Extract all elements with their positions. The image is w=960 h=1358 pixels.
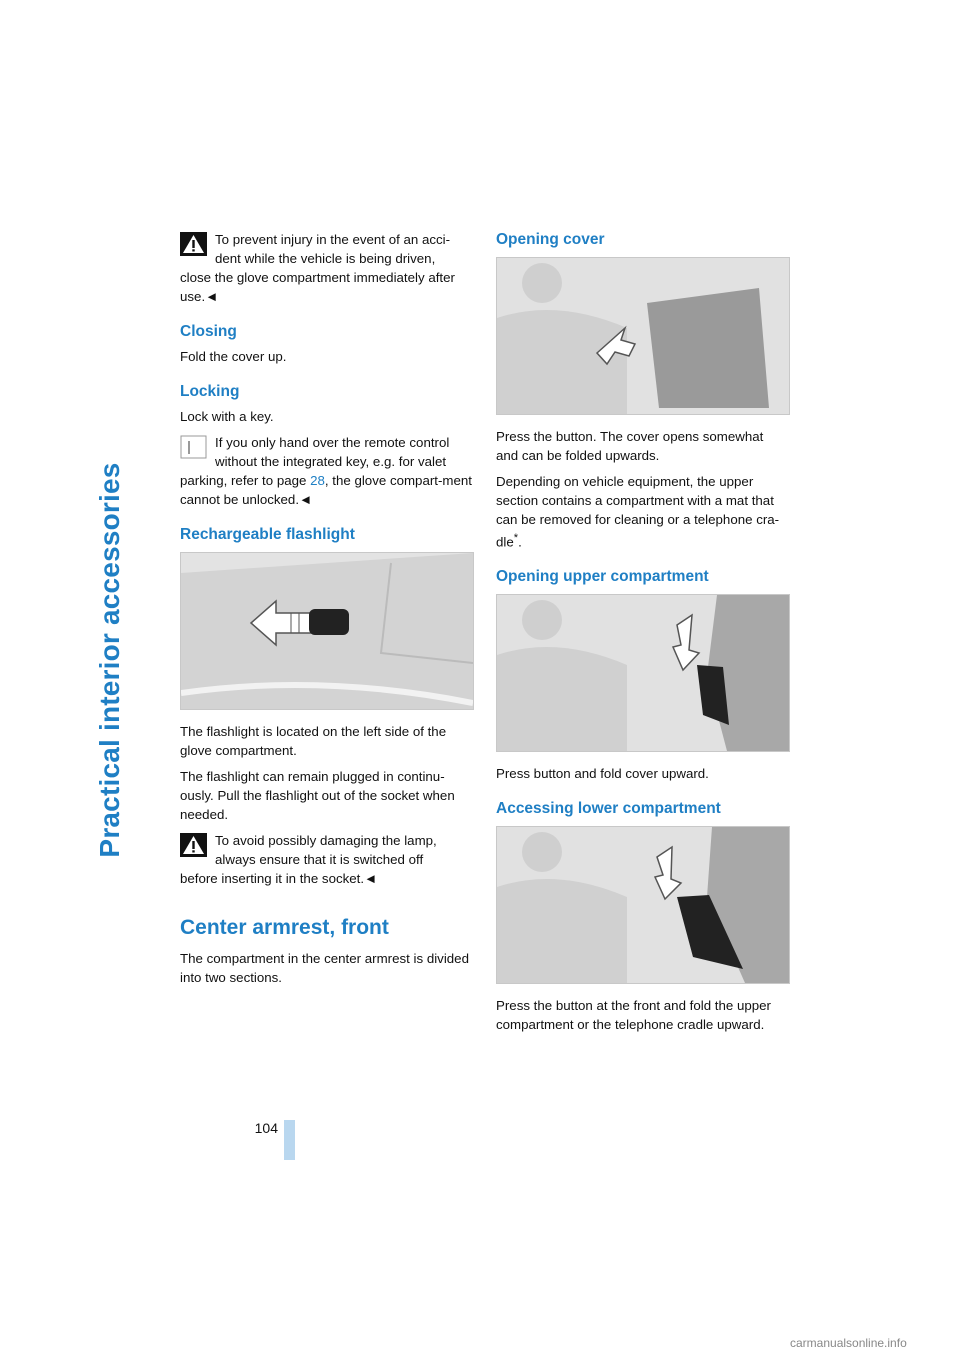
warning-text: To prevent injury in the event of an acci- (215, 232, 451, 247)
note-text: If you only hand over the remote control (215, 435, 450, 450)
closing-text: Fold the cover up. (180, 349, 287, 364)
lower-compartment-illustration (496, 826, 790, 984)
warning-text: before inserting it in the socket.◄ (180, 871, 378, 886)
warning-note (180, 230, 472, 306)
upper-compartment-text: Press button and fold cover upward. (496, 766, 709, 782)
upper-compartment-heading: Opening upper compartment (496, 568, 709, 586)
warning-text: always ensure that it is switched off (215, 852, 424, 867)
optional-equipment-mark: * (513, 532, 519, 544)
locking-heading: Locking (180, 383, 240, 400)
flashlight-illustration (180, 552, 474, 710)
flashlight-heading: Rechargeable flashlight (180, 526, 355, 543)
armrest-heading: Center armrest, front (180, 916, 389, 939)
opening-cover-heading: Opening cover (496, 231, 605, 248)
warning-text: close the glove compartment immediately after use.◄ (180, 270, 455, 304)
locking-text: Lock with a key. (180, 409, 274, 424)
warning-icon (180, 232, 207, 256)
right-column (496, 230, 788, 1041)
opening-cover-text: Press the button. The cover opens somewhat and can be folded upwards. (496, 429, 764, 463)
flashlight-text: The flashlight is located on the left side of the glove compartment. (180, 724, 447, 758)
warning-text: To avoid possibly damaging the lamp, (215, 833, 437, 848)
info-note (180, 433, 472, 509)
note-text: without the integrated key, e.g. for valet (215, 454, 447, 469)
flashlight-text: The flashlight can remain plugged in continu-ously. Pull the flashlight out of the socket when needed. (180, 769, 455, 822)
note-text (180, 471, 472, 509)
warning-icon (180, 833, 207, 857)
page-bar (284, 1120, 295, 1160)
note-text-part: , the glove compart-ment cannot be unlocked.◄ (180, 473, 472, 507)
page-number: 104 (254, 1120, 278, 1136)
opening-cover-illustration (496, 257, 790, 415)
opening-cover-text-part: . (518, 534, 522, 550)
upper-compartment-illustration (496, 594, 790, 752)
warning-text: dent while the vehicle is being driven, (215, 251, 436, 266)
note-icon (180, 435, 207, 459)
opening-cover-text (496, 472, 788, 551)
lower-compartment-text: Press the button at the front and fold the upper compartment or the telephone cradle upward. (496, 998, 771, 1033)
note-text-part: parking, refer to page (180, 473, 311, 488)
opening-cover-text-part: Depending on vehicle equipment, the upper section contains a compartment with a mat that can be removed for cleaning or a telephone cra-dle (496, 474, 780, 550)
lower-compartment-heading: Accessing lower compartment (496, 800, 721, 818)
warning-note (180, 831, 472, 888)
section-title-text: Practical interior accessories (94, 462, 125, 858)
footer-site-link[interactable]: carmanualsonline.info (790, 1336, 907, 1350)
armrest-text: The compartment in the center armrest is divided into two sections. (180, 951, 469, 985)
closing-heading: Closing (180, 323, 237, 340)
left-column (180, 230, 472, 994)
page-reference-link[interactable]: 28 (310, 473, 325, 488)
